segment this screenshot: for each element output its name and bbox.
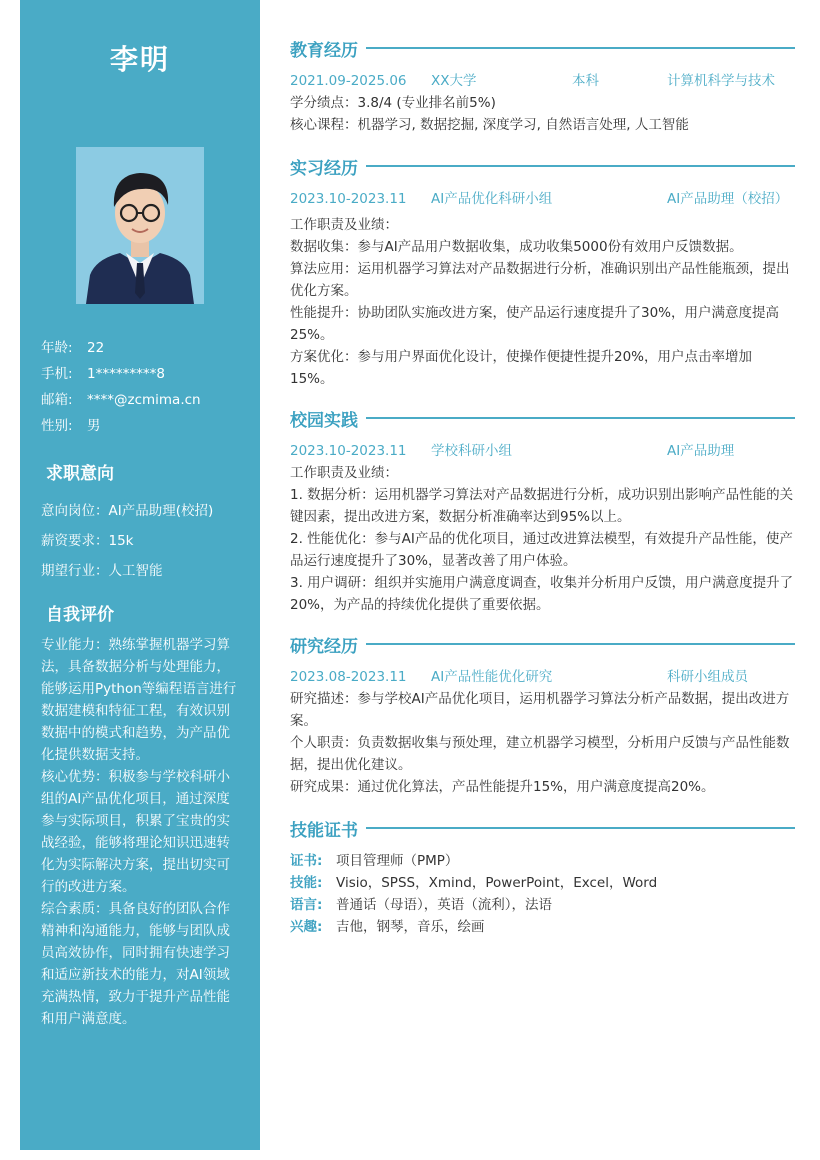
- job-intent-list: [41, 496, 213, 586]
- campus-details: 工作职责及业绩： 1. 数据分析：运用机器学习算法对产品数据进行分析，成功识别出影响产品性能的关键因素，提出改进方案，数据分析准确率达到95%以上。 2. 性能优化：参与AI产品的优化项目，通过改进算法模型，有效提升产品性能，使产品运行速度提升了30%，显著改善了用户体验。 3. 用户调研：组织并实施用户满意度调查，收集并分析用户反馈，用户满意度提升了20%，为产品的持续优化提供了重要依据。: [290, 465, 794, 613]
- job-intent-heading: 求职意向: [46, 464, 114, 484]
- intent-position: 意向岗位：AI产品助理(校招): [41, 503, 214, 519]
- education-details: 学分绩点：3.8/4 (专业排名前5%) 核心课程：机器学习, 数据挖掘, 深度学习, 自然语言处理, 人工智能: [290, 95, 689, 133]
- research-meta: 2023.08-2023.11 AI产品性能优化研究 科研小组成员: [290, 669, 748, 685]
- info-row-age: 年龄: 22: [41, 340, 105, 356]
- internship-details: 工作职责及业绩： 数据收集：参与AI产品用户数据收集，成功收集5000份有效用户反馈数据。 算法应用：运用机器学习算法对产品数据进行分析，准确识别出产品性能瓶颈，提出优化方案。 性能提升：协助团队实施改进方案，使产品运行速度提升了30%，用户满意度提高25%。 方案优化：参与用户界面优化设计，使操作便捷性提升20%，用户点击率增加15%。: [290, 217, 790, 387]
- self-eval-paragraph: 综合素质：具备良好的团队合作精神和沟通能力，能够与团队成员高效协作，同时拥有快速学习和适应新技术的能力，对AI领域充满热情，致力于提升产品性能和用户满意度。: [41, 901, 230, 1027]
- profile-photo: [76, 147, 204, 304]
- research-heading: 研究经历: [290, 626, 795, 662]
- internship-meta: 2023.10-2023.11 AI产品优化科研小组 AI产品助理（校招）: [290, 191, 789, 207]
- self-eval-text: [41, 634, 241, 1030]
- skills-list: [290, 850, 795, 938]
- skills-heading: 技能证书: [290, 810, 795, 846]
- self-eval-paragraph: 专业能力：熟练掌握机器学习算法，具备数据分析与处理能力，能够运用Python等编程语言进行数据建模和特征工程，有效识别数据中的模式和趋势，为产品优化提供数据支持。: [41, 637, 237, 763]
- campus-heading: 校园实践: [290, 400, 795, 436]
- main-content: [290, 30, 795, 938]
- skill-row-skills: 技能: Visio，SPSS，Xmind，PowerPoint，Excel，Word: [290, 875, 658, 891]
- self-eval-paragraph: 核心优势：积极参与学校科研小组的AI产品优化项目，通过深度参与实际项目，积累了宝贵的实战经验，能够将理论知识迅速转化为实际解决方案，提出切实可行的改进方案。: [41, 769, 230, 895]
- intent-industry: 期望行业：人工智能: [41, 563, 163, 579]
- candidate-name: 李明: [109, 43, 170, 76]
- education-meta: 2021.09-2025.06 XX大学 本科 计算机科学与技术: [290, 73, 775, 89]
- research-details: 研究描述：参与学校AI产品优化项目，运用机器学习算法分析产品数据，提出改进方案。 个人职责：负责数据收集与预处理，建立机器学习模型，分析用户反馈与产品性能数据，提出优化建议。 研究成果：通过优化算法，产品性能提升15%，用户满意度提高20%。: [290, 691, 790, 795]
- info-row-gender: 性别: 男: [41, 418, 101, 434]
- intent-salary: 薪资要求：15k: [41, 533, 134, 549]
- internship-heading: 实习经历: [290, 148, 795, 184]
- skill-row-languages: 语言: 普通话（母语），英语（流利），法语: [290, 897, 552, 913]
- personal-info: [41, 335, 201, 439]
- info-row-email: 邮箱: ****@zcmima.cn: [41, 392, 201, 408]
- avatar-illustration: [76, 147, 204, 304]
- info-row-phone: 手机: 1*********8: [41, 366, 165, 382]
- sidebar: [20, 0, 260, 1150]
- skill-row-interests: 兴趣: 吉他，钢琴，音乐，绘画: [290, 919, 485, 935]
- self-eval-heading: 自我评价: [46, 605, 114, 625]
- skill-row-certificate: 证书: 项目管理师（PMP）: [290, 853, 459, 869]
- campus-meta: 2023.10-2023.11 学校科研小组 AI产品助理: [290, 443, 735, 459]
- education-heading: 教育经历: [290, 30, 795, 66]
